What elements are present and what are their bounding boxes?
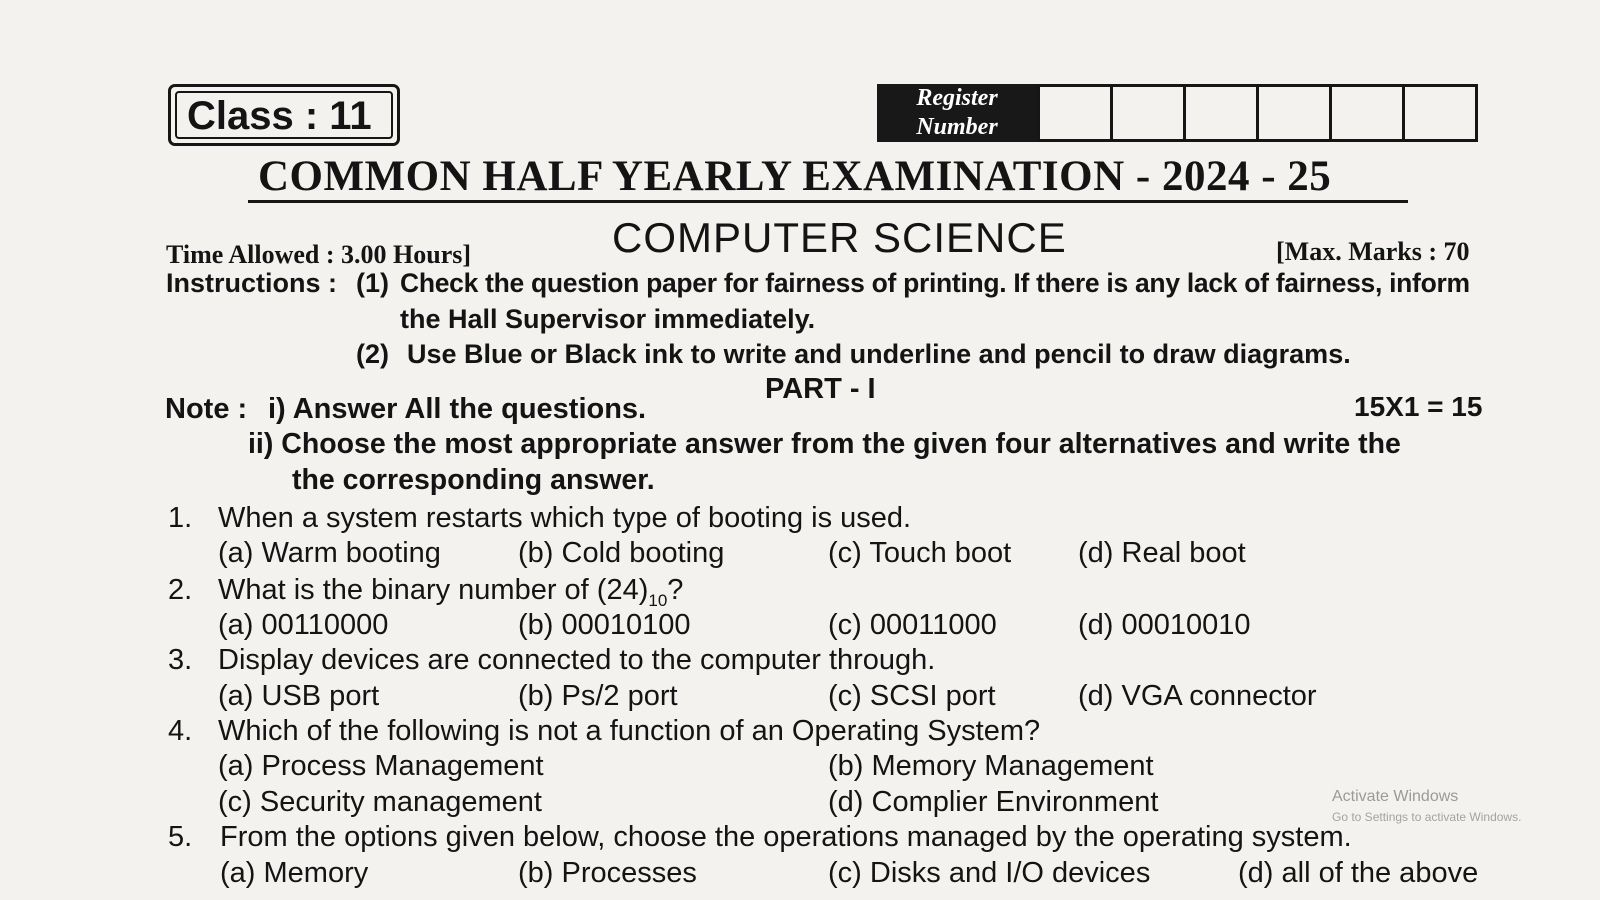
instruction-1-line2: the Hall Supervisor immediately. bbox=[400, 304, 816, 334]
option-a: (a) Warm booting bbox=[218, 537, 441, 569]
note-label: Note : bbox=[165, 393, 248, 425]
question-text-main: What is the binary number of (24) bbox=[218, 574, 649, 606]
option-d: (d) 00010010 bbox=[1078, 609, 1251, 641]
time-allowed: Time Allowed : 3.00 Hours] bbox=[166, 240, 472, 269]
question-text: When a system restarts which type of booting is used. bbox=[218, 502, 912, 534]
question-number: 2. bbox=[168, 574, 193, 606]
instruction-2-line1: Use Blue or Black ink to write and underline and pencil to draw diagrams. bbox=[407, 339, 1351, 369]
subject-title: COMPUTER SCIENCE bbox=[612, 214, 1067, 261]
option-c: (c) Touch boot bbox=[828, 537, 1012, 569]
option-d: (d) Real boot bbox=[1078, 537, 1246, 569]
question-text: From the options given below, choose the operations managed by the operating system. bbox=[220, 821, 1352, 853]
option-a: (a) Process Management bbox=[218, 750, 544, 782]
option-c: (c) SCSI port bbox=[828, 680, 996, 712]
register-digit-box[interactable] bbox=[1183, 87, 1256, 139]
question-text: Which of the following is not a function of an Operating System? bbox=[218, 715, 1041, 747]
option-b: (b) Ps/2 port bbox=[518, 680, 678, 712]
register-number-boxes[interactable] bbox=[1037, 84, 1478, 142]
option-d: (d) all of the above bbox=[1238, 857, 1479, 889]
exam-title: COMMON HALF YEARLY EXAMINATION - 2024 - 25 bbox=[258, 153, 1332, 200]
option-b: (b) Processes bbox=[518, 857, 697, 889]
option-b: (b) Memory Management bbox=[828, 750, 1154, 782]
question-text: Display devices are connected to the computer through. bbox=[218, 644, 936, 676]
question-subscript: 10 bbox=[648, 590, 668, 610]
note-ii-line2: the corresponding answer. bbox=[292, 464, 655, 496]
instruction-1-line1: Check the question paper for fairness of printing. If there is any lack of fairness, inform bbox=[400, 268, 1470, 298]
instructions-label: Instructions : bbox=[166, 268, 338, 298]
question-number: 3. bbox=[168, 644, 193, 676]
note-ii-line1: ii) Choose the most appropriate answer from the given four alternatives and write the bbox=[248, 428, 1401, 460]
option-c: (c) 00011000 bbox=[828, 609, 997, 641]
title-underline bbox=[248, 200, 1408, 203]
option-b: (b) 00010100 bbox=[518, 609, 691, 641]
register-digit-box[interactable] bbox=[1110, 87, 1183, 139]
option-d: (d) VGA connector bbox=[1078, 680, 1317, 712]
question-text-end: ? bbox=[667, 574, 684, 606]
register-number-label bbox=[877, 84, 1037, 142]
part-title: PART - I bbox=[765, 373, 876, 405]
register-digit-box[interactable] bbox=[1402, 87, 1475, 139]
class-box bbox=[168, 84, 400, 146]
register-label-line2: Number bbox=[916, 114, 998, 140]
class-label: Class : 11 bbox=[175, 91, 393, 139]
register-label-line1: Register bbox=[916, 85, 998, 111]
option-a: (a) 00110000 bbox=[218, 609, 389, 641]
register-digit-box[interactable] bbox=[1037, 87, 1110, 139]
question-number: 4. bbox=[168, 715, 193, 747]
activate-windows-subtitle: Go to Settings to activate Windows. bbox=[1332, 810, 1522, 824]
option-c: (c) Disks and I/O devices bbox=[828, 857, 1151, 889]
option-d: (d) Complier Environment bbox=[828, 786, 1159, 818]
instruction-1-number: (1) bbox=[356, 268, 389, 298]
option-b: (b) Cold booting bbox=[518, 537, 725, 569]
option-c: (c) Security management bbox=[218, 786, 542, 818]
register-digit-box[interactable] bbox=[1256, 87, 1329, 139]
activate-windows-title: Activate Windows bbox=[1332, 788, 1459, 805]
question-text bbox=[218, 574, 683, 611]
register-digit-box[interactable] bbox=[1329, 87, 1402, 139]
note-i: i) Answer All the questions. bbox=[268, 393, 647, 425]
question-number: 5. bbox=[168, 821, 193, 853]
option-a: (a) Memory bbox=[220, 857, 369, 889]
part-marks: 15X1 = 15 bbox=[1354, 391, 1483, 422]
instruction-2-number: (2) bbox=[356, 339, 389, 369]
max-marks: [Max. Marks : 70 bbox=[1276, 237, 1470, 266]
question-number: 1. bbox=[168, 502, 193, 534]
option-a: (a) USB port bbox=[218, 680, 380, 712]
